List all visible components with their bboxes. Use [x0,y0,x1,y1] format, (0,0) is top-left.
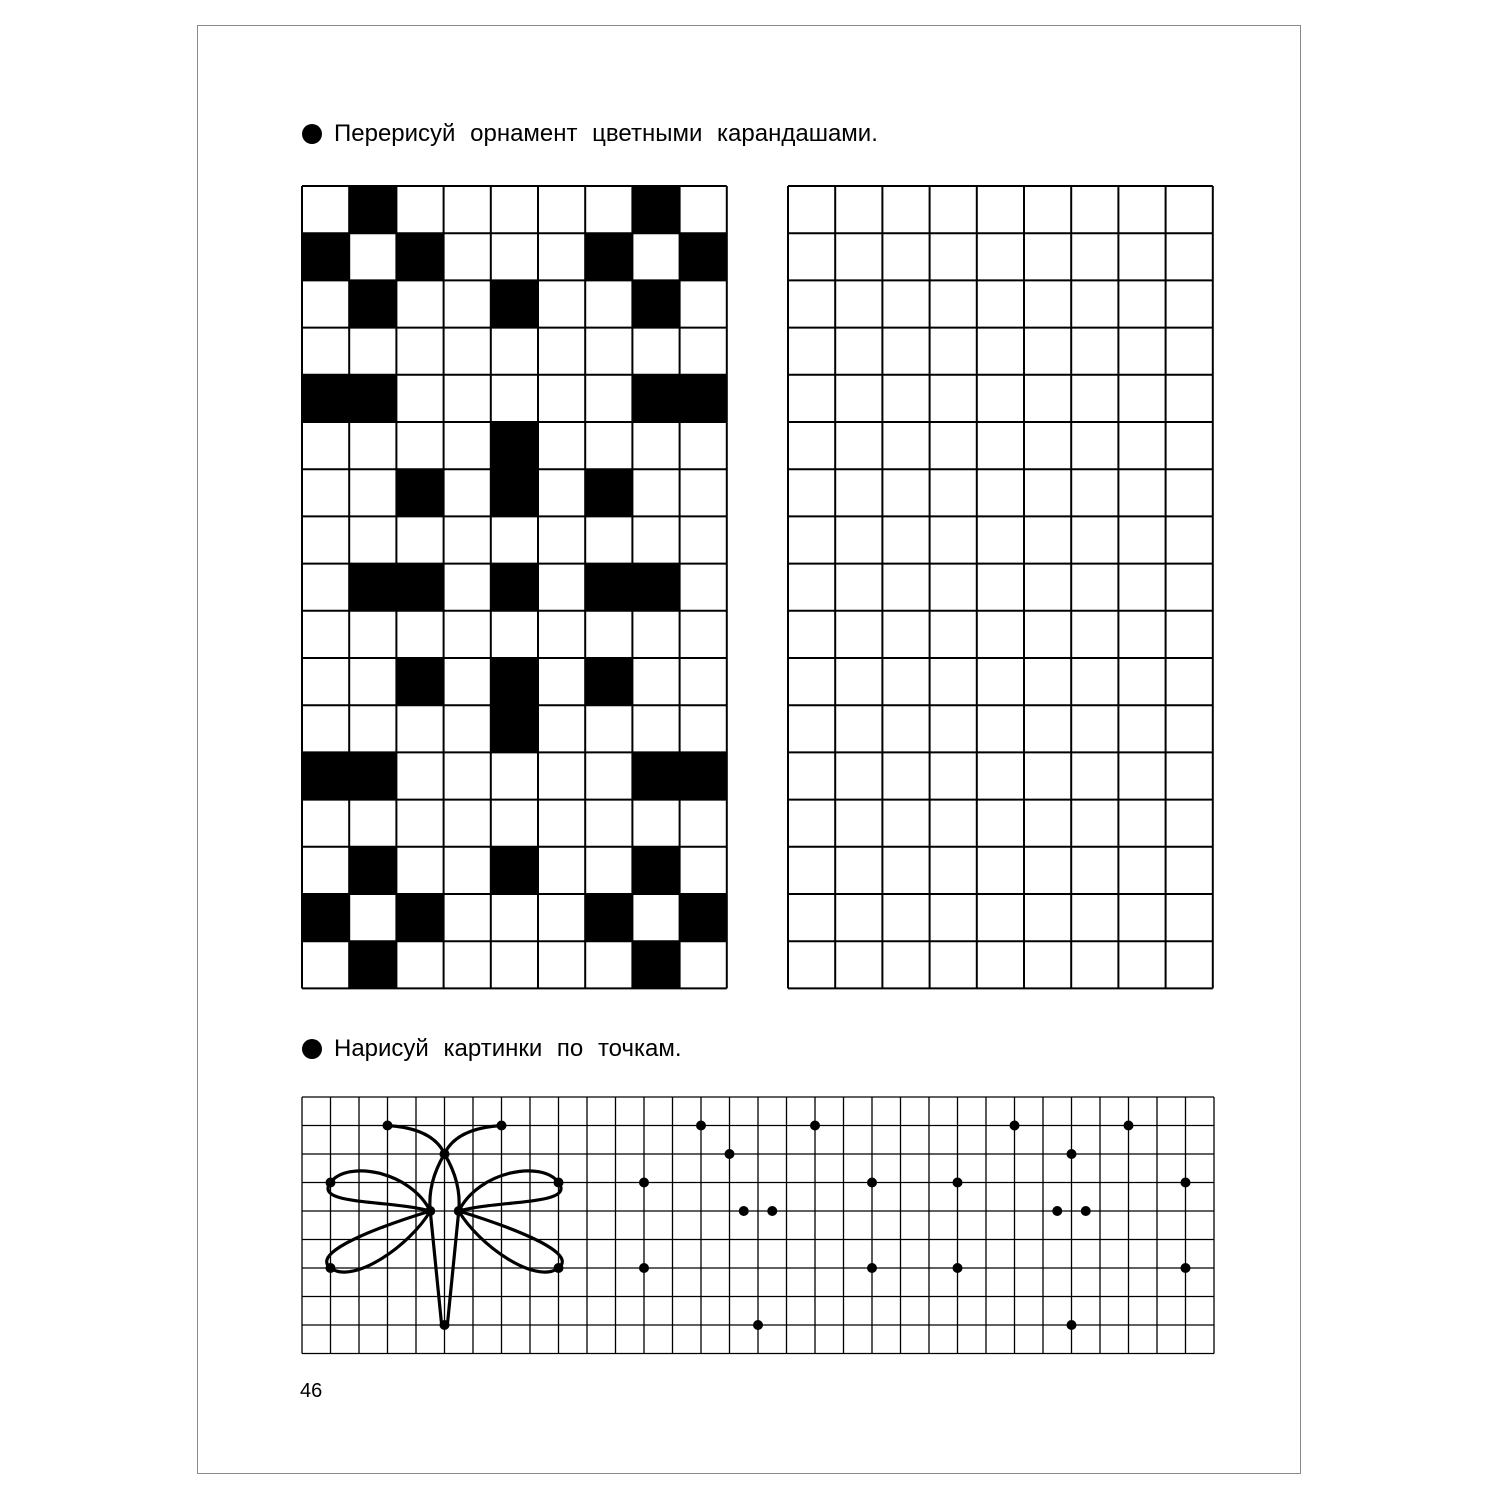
ornament-filled-cell [302,894,350,942]
ornament-filled-cell [302,375,350,423]
task-text-2: Нарисуй картинки по точкам. [334,1035,682,1062]
grid-dot [953,1178,963,1188]
grid-dot [639,1178,649,1188]
dragonfly-wing-upper-right [459,1171,561,1211]
ornament-filled-cell [632,564,680,612]
ornament-filled-cell [680,375,728,423]
dragonfly-dot [326,1263,336,1273]
dragonfly-wing-upper-left [328,1171,430,1211]
ornament-filled-cell [396,658,444,706]
ornament-filled-cell [632,847,680,895]
grid-dot [1124,1121,1134,1131]
ornament-filled-cell [680,894,728,942]
grid-dot [1181,1263,1191,1273]
ornament-filled-cell [585,564,633,612]
grid-dot [696,1121,706,1131]
ornament-filled-cell [632,280,680,328]
grid-dot [739,1206,749,1216]
dot-drawing-grid[interactable] [302,1097,1214,1354]
grid-dot [1052,1206,1062,1216]
ornament-filled-cell [680,233,728,281]
dragonfly-dot [554,1178,564,1188]
ornament-empty-grid[interactable] [788,186,1213,988]
ornament-filled-cell [396,233,444,281]
ornament-filled-cell [349,186,397,234]
dragonfly-dot [554,1263,564,1273]
ornament-filled-cell [396,894,444,942]
dragonfly-dot [440,1149,450,1159]
ornament-filled-cell [349,941,397,989]
grid-dot [1181,1178,1191,1188]
dragonfly-dot [425,1206,435,1216]
task-text-1: Перерисуй орнамент цветными карандашами. [334,120,878,147]
ornament-filled-cell [491,705,539,753]
dot-points [639,1121,1191,1331]
ornament-filled-cell [491,847,539,895]
grid-dot [810,1121,820,1131]
dragonfly-wing-lower-left [327,1211,431,1272]
ornament-filled-cell [632,941,680,989]
grid-dot [867,1263,877,1273]
grid-dot [1067,1320,1077,1330]
ornament-filled-cell [491,280,539,328]
ornament-filled-cell [349,752,397,800]
grid-dot [767,1206,777,1216]
ornament-filled-cell [632,186,680,234]
ornament-filled-cell [349,375,397,423]
ornament-filled-cell [680,752,728,800]
grid-dot [1067,1149,1077,1159]
grid-dot [639,1263,649,1273]
ornament-filled-cell [491,564,539,612]
grid-dot [1010,1121,1020,1131]
ornament-filled-cell [396,564,444,612]
ornament-filled-cell [302,752,350,800]
ornament-sample-grid [302,186,727,989]
ornament-filled-cell [585,658,633,706]
task-instruction-2 [302,1035,682,1063]
ornament-filled-cell [396,469,444,517]
ornament-filled-cell [349,280,397,328]
grid-dot [867,1178,877,1188]
ornament-filled-cell [491,422,539,470]
grid-dot [725,1149,735,1159]
grid-dot [753,1320,763,1330]
ornament-filled-cell [349,564,397,612]
dragonfly-dot [454,1206,464,1216]
grid-dot [953,1263,963,1273]
ornament-filled-cell [585,233,633,281]
ornament-filled-cell [349,847,397,895]
ornament-filled-cell [585,894,633,942]
dragonfly-dot [440,1320,450,1330]
ornament-filled-cell [302,233,350,281]
ornament-filled-cell [585,469,633,517]
bullet-icon [302,1039,322,1059]
ornament-filled-cell [491,658,539,706]
ornament-filled-cell [491,469,539,517]
page-number: 46 [300,1380,323,1402]
dragonfly-wing-lower-right [459,1211,563,1272]
grid-dot [1081,1206,1091,1216]
ornament-filled-cell [632,375,680,423]
ornament-filled-cell [632,752,680,800]
dragonfly-dot [383,1121,393,1131]
dragonfly-dot [497,1121,507,1131]
dragonfly-dot [326,1178,336,1188]
